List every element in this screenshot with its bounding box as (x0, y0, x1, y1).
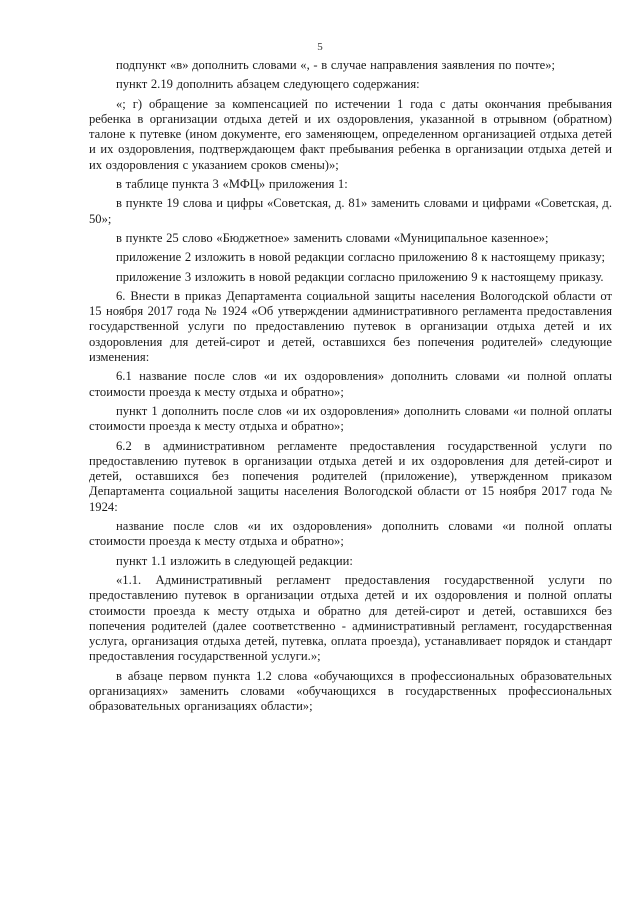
paragraph-section-6: 6. Внести в приказ Департамента социальной защиты населения Вологодской области от 15 ноября 2017 года № 1924 «Об утверждении административного регламента предоставления государственной услуги по предоставлению путевок в организации отдыха детей и их оздоровления для детей-сирот и детей, оставшихся без попечения родителей» следующие изменения: (89, 288, 612, 365)
paragraph-item-2-19: пункт 2.19 дополнить абзацем следующего содержания: (116, 77, 420, 92)
paragraph-subitem-v: подпункт «в» дополнить словами «, - в случае направления заявления по почте»; (116, 58, 556, 72)
paragraph-6-2: 6.2 в административном регламенте предоставления государственной услуги по предоставлению путевок в организации отдыха детей и их оздоровления для детей-сирот и детей, оставшихся без попечения родителей (приложение), утвержденном приказом Департамента социальной защиты населения Вологодской области от 15 ноября 2017 года № 1924: (89, 438, 612, 514)
document-body (89, 58, 612, 719)
paragraph-6-1: 6.1 название после слов «и их оздоровления» дополнить словами «и полной оплаты стоимости проезда к месту отдыха и обратно»; (89, 369, 612, 399)
paragraph-item-19: в пункте 19 слова и цифры «Советская, д. 81» заменить словами и цифрами «Советская, д. 50»; (89, 196, 612, 226)
paragraph-appendix-2: приложение 2 изложить в новой редакции согласно приложению 8 к настоящему приказу; (116, 250, 605, 265)
paragraph-item-1-1-intro: пункт 1.1 изложить в следующей редакции: (116, 553, 353, 568)
paragraph-item-1-2: в абзаце первом пункта 1.2 слова «обучающихся в профессиональных образовательных организациях» заменить словами «обучающихся в государственных профессиональных образовательных организациях области»; (89, 668, 612, 714)
paragraph-appendix-3: приложение 3 изложить в новой редакции согласно приложению 9 к настоящему приказу. (116, 269, 604, 284)
paragraph-compensation-clause: «; г) обращение за компенсацией по истечении 1 года с даты окончания пребывания ребенка в организации отдыха детей и их оздоровления, указанной в отрывном (обратном) талоне к путевке (ином документе, его заменяющем, определенном организацией отдыха детей и их оздоровления, подтверждающем факт пребывания ребенка в организации отдыха детей и их оздоровления с указанием сроков смены)»; (89, 96, 612, 172)
paragraph-title-change: название после слов «и их оздоровления» дополнить словами «и полной оплаты стоимости проезда к месту отдыха и обратно»; (89, 519, 612, 549)
paragraph-item-1-1-text: «1.1. Административный регламент предоставления государственной услуги по предоставлению путевок в организации отдыха детей и их оздоровления и полной оплаты стоимости проезда к месту отдыха и обратно для детей-сирот и детей, оставшихся без попечения родителей (далее соответственно - административный регламент, государственная услуга, организация отдыха детей, путевка, оплата проезда), устанавливает порядок и стандарт предоставления государственной услуги.»; (89, 572, 612, 664)
paragraph-item-1: пункт 1 дополнить после слов «и их оздоровления» дополнить словами «и полной оплаты стоимости проезда к месту отдыха и обратно»; (89, 403, 612, 434)
paragraph-item-25: в пункте 25 слово «Бюджетное» заменить словами «Муниципальное казенное»; (116, 230, 549, 245)
page-number: 5 (317, 41, 323, 53)
paragraph-table-mfc: в таблице пункта 3 «МФЦ» приложения 1: (116, 177, 348, 192)
